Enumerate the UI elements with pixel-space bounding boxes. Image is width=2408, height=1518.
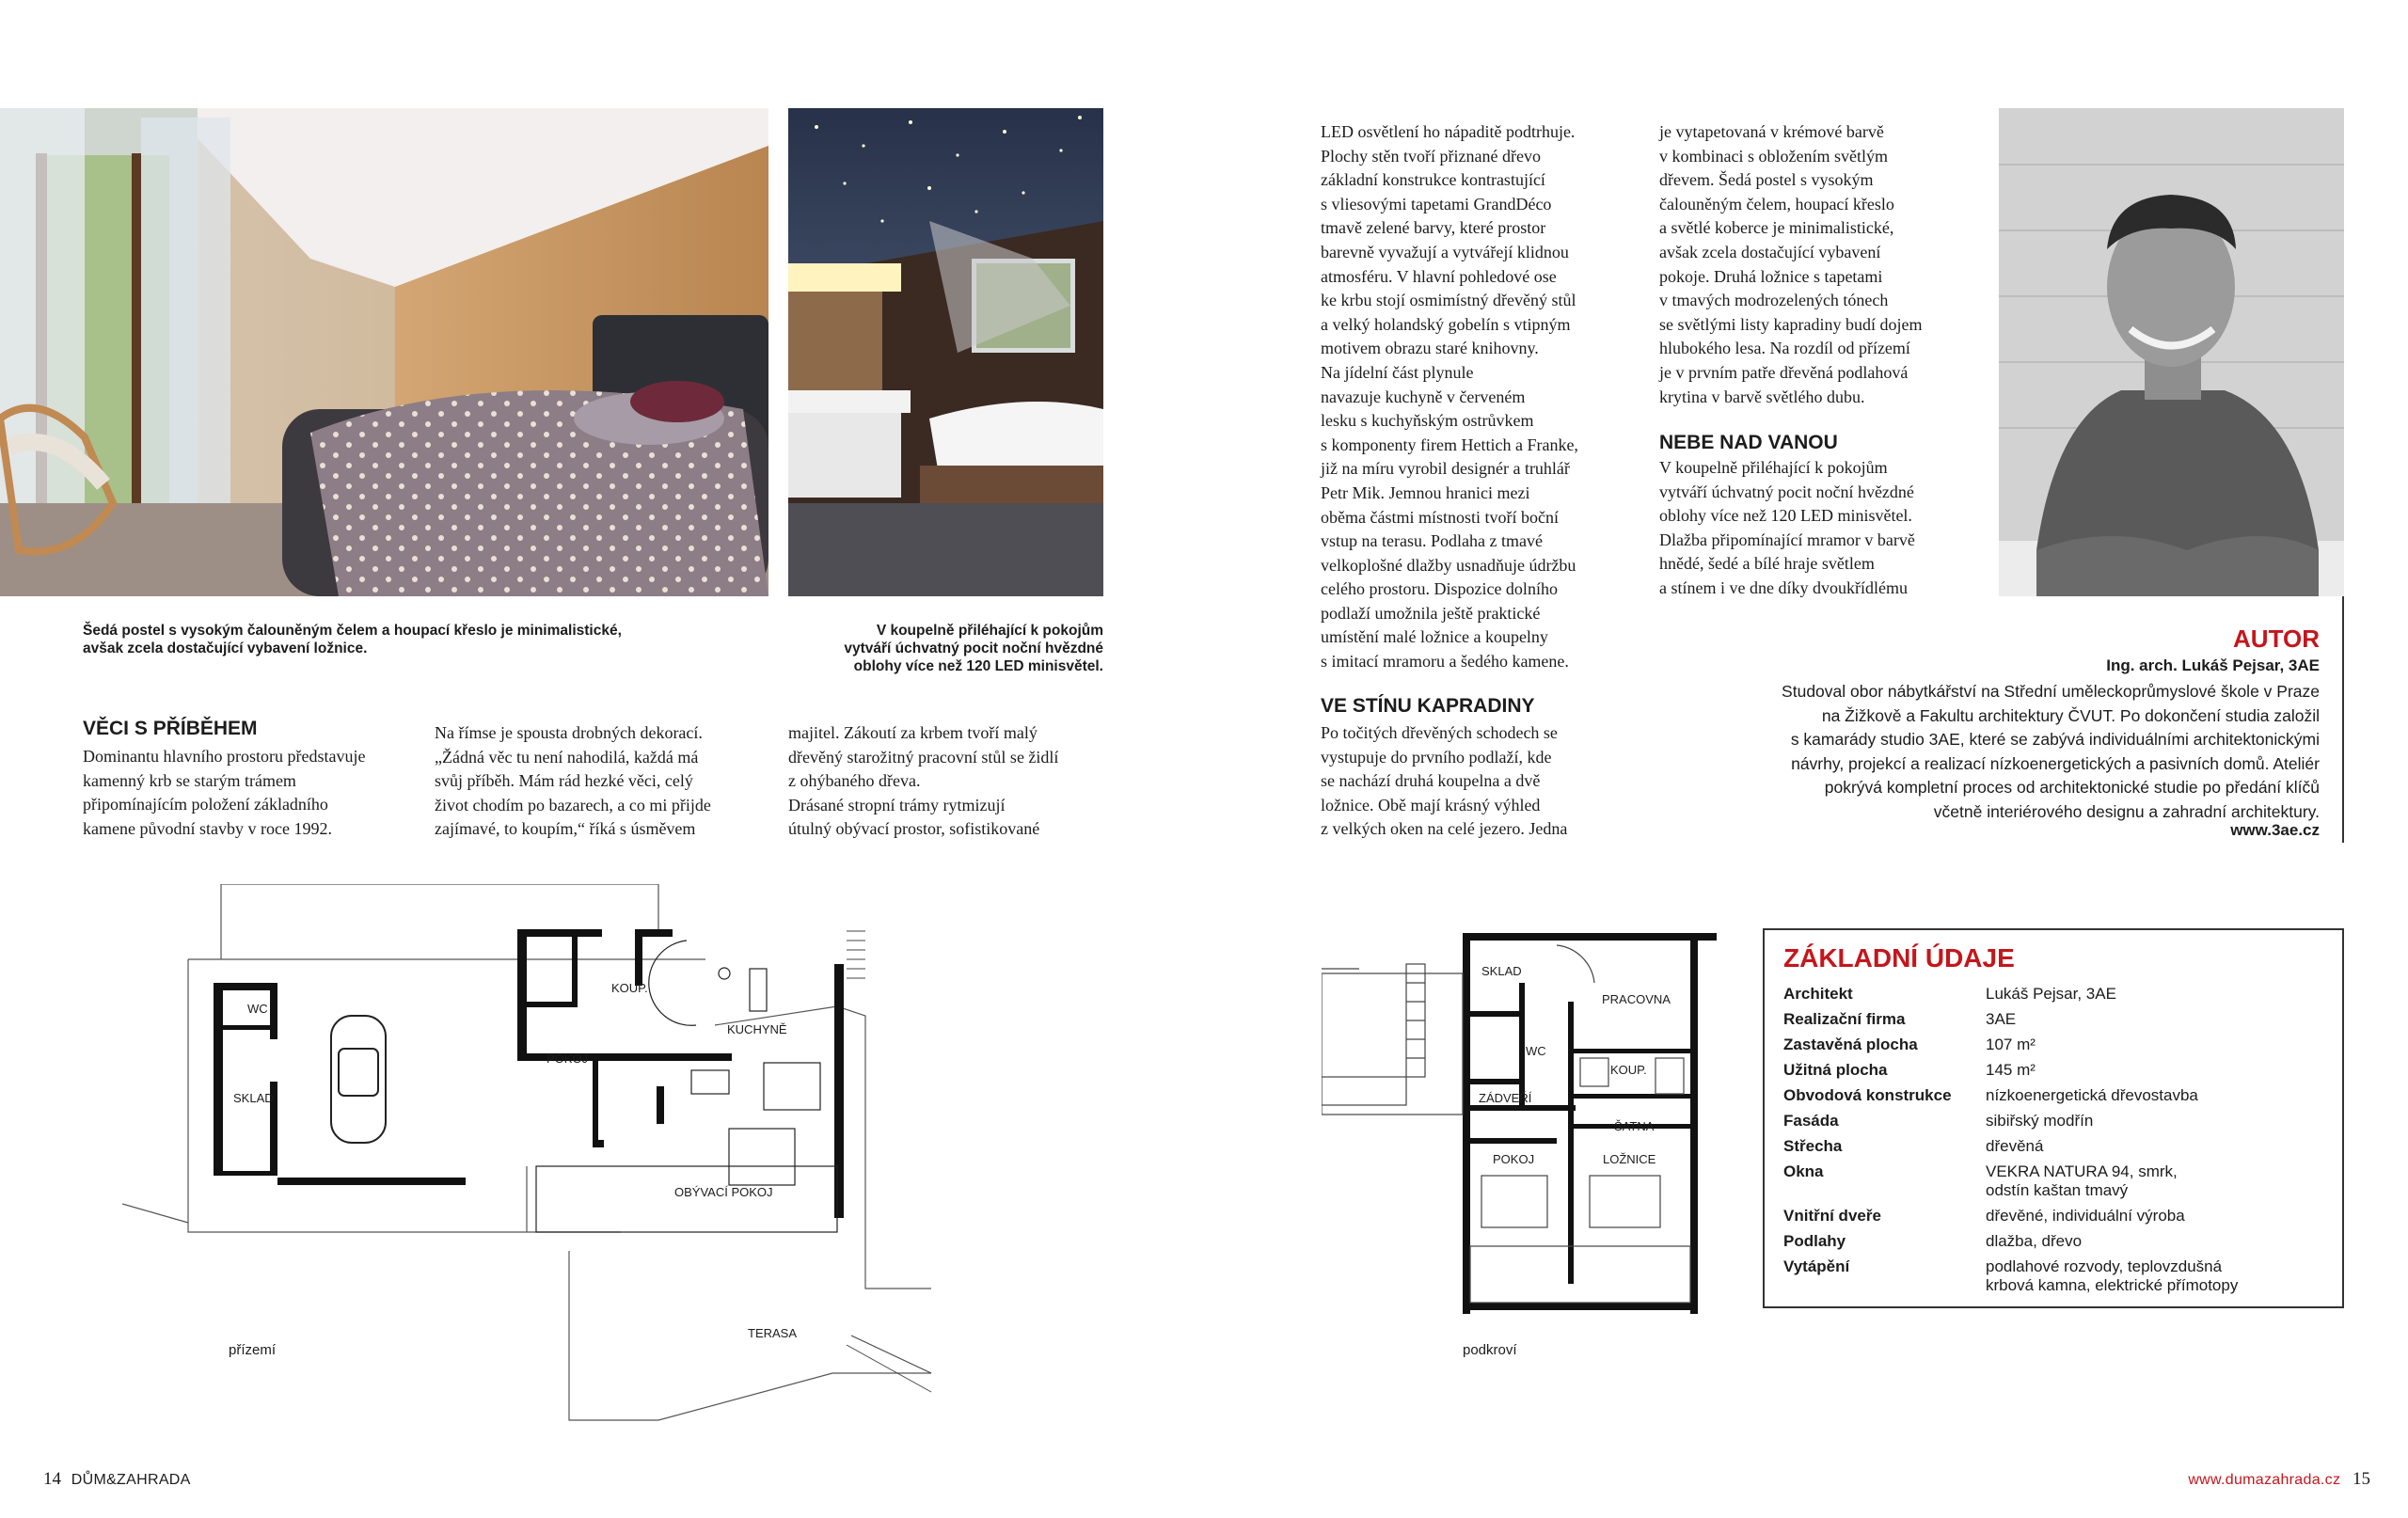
- magazine-brand: DŮM&ZAHRADA: [71, 1472, 191, 1488]
- autor-name: Ing. arch. Lukáš Pejsar, 3AE: [2106, 656, 2320, 674]
- basic-info-box: ZÁKLADNÍ ÚDAJE Architekt Lukáš Pejsar, 3AE Realizační firma 3AE Zastavěná plocha 107 m² Užitná plocha 145 m² Obvodová konstrukce nízkoenergetická dřevostavba Fasáda sibiřský modřín Střecha dřevěná Okna VEKRA NATURA 94, smrk, odstín kaštan tmavý Vnitřní dveře dřevěné, individuální výroba Podlahy dlažba, dřevo Vytápění podlahové rozvody, teplovzdušná krbová kamna, elektrické přímotopy: [1763, 928, 2344, 1308]
- room-pracovna: PRACOVNA: [1602, 992, 1671, 1006]
- room-sklad-attic: SKLAD: [1481, 964, 1522, 978]
- room-sklad-ground: SKLAD: [233, 1091, 274, 1105]
- author-portrait: [1999, 108, 2344, 596]
- autor-web-link[interactable]: www.3ae.cz: [2230, 821, 2320, 839]
- plan-label-prizemi: přízemí: [229, 1342, 277, 1358]
- caption-bedroom: Šedá postel s vysokým čalouněným čelem a houpací křeslo je minimalistické, avšak zcela dostačující vybavení ložnice.: [83, 623, 622, 656]
- right-column-1: LED osvětlení ho nápaditě podtrhuje. Plochy stěn tvoří přiznané dřevo základní konstrukce kontrastující s vliesovými tapetami GrandDéco tmavě zelené barvy, které prostor barevně vyvažují a vytvářejí klidnou atmosféru. V hlavní pohledové ose ke krbu stojí osmimístný dřevěný stůl a velký holandský gobelín s vtipným motivem obrazu staré knihovny. Na jídelní část plynule navazuje kuchyně v červeném lesku s kuchyňským ostrůvkem s komponenty firem Hettich a Franke, již na míru vyrobil designér a truhlář Petr Mik. Jemnou hranici mezi oběma částmi místnosti tvoří boční vstup na terasu. Podlaha z tmavé velkoplošné dlažby usnadňuje údržbu celého prostoru. Dispozice dolního podlaží umožnila ještě praktické umístění malé ložnice a koupelny s imitací mramoru a šedého kamene.: [1321, 122, 1578, 672]
- autor-bio: Studoval obor nábytkářství na Střední uměleckoprůmyslové škole v Praze na Žižkově a Fakultu architektury ČVUT. Po dokončení studia založil s kamarády studio 3AE, které se zabývá individuálními architektonickými návrhy, projekcí a realizací nízkoenergetických a pasivních domů. Ateliér pokrývá kompletní proces od architektonické studie po předání klíčů včetně interiérového designu a zahradní architektury.: [1782, 682, 2320, 821]
- room-terasa: TERASA: [748, 1326, 798, 1340]
- autor-title: AUTOR: [2233, 625, 2320, 653]
- room-zadveri: ZÁDVEŘÍ: [1479, 1091, 1532, 1105]
- room-koup-ground: KOUP.: [611, 981, 648, 995]
- left-column-1: Dominantu hlavního prostoru představuje kamenný krb se starým trámem připomínajícím položení základního kamene původní stavby v roce 1992.: [83, 747, 366, 838]
- right-column-2b: V koupelně přiléhající k pokojům vytváří úchvatný pocit noční hvězdné oblohy více než 120 LED minisvětel. Dlažba připomínající mramor v barvě hnědé, šedé a bílé hraje světlem a stínem i ve dne díky dvoukřídlému: [1659, 458, 1915, 597]
- room-kuchyne: KUCHYNĚ: [727, 1022, 787, 1036]
- room-loznice: LOŽNICE: [1603, 1152, 1656, 1166]
- room-pokoj-attic: POKOJ: [1493, 1152, 1535, 1166]
- floor-plan-attic: [1322, 926, 1717, 1321]
- room-pokoj-ground: POKOJ: [547, 1052, 589, 1066]
- bathroom-photo: [788, 108, 1103, 596]
- magazine-web-link[interactable]: www.dumazahrada.cz: [2188, 1472, 2341, 1488]
- page-number-right: 15: [2353, 1469, 2370, 1489]
- room-satna: ŠATNA: [1614, 1119, 1655, 1133]
- right-column-2: je vytapetovaná v krémové barvě v kombinaci s obložením světlým dřevem. Šedá postel s vysokým čalouněným čelem, houpací křeslo a světlé koberce je minimalistické, avšak zcela dostačující vybavení pokoje. Druhá ložnice s tapetami v tmavých modrozelených tónech se světlými listy kapradiny budí dojem hlubokého lesa. Na rozdíl od přízemí je v prvním patře dřevěná podlahová krytina v barvě světlého dubu.: [1659, 122, 1923, 406]
- heading-ve-stinu-kapradiny: VE STÍNU KAPRADINY: [1321, 695, 1535, 717]
- folio-left: [43, 1469, 191, 1490]
- room-wc-ground: WC: [247, 1002, 268, 1016]
- room-wc-attic: WC: [1526, 1044, 1546, 1058]
- left-column-3: majitel. Zákoutí za krbem tvoří malý dřevěný starožitný pracovní stůl se židlí z ohýbaného dřeva. Drásané stropní trámy rytmizují útulný obývací prostor, sofistikované: [788, 723, 1059, 839]
- left-column-2: Na římse je spousta drobných dekorací. „Žádná věc tu není nahodilá, každá má svůj příběh. Mám rád hezké věci, celý život chodím po bazarech, a co mi přijde zajímavé, to koupím,“ říká s úsměvem: [435, 723, 711, 839]
- bedroom-photo: [0, 108, 768, 596]
- room-obyvaci-pokoj: OBÝVACÍ POKOJ: [674, 1185, 773, 1199]
- right-column-1b: Po točitých dřevěných schodech se vystupuje do prvního podlaží, kde se nachází druhá koupelna a dvě ložnice. Obě mají krásný výhled z velkých oken na celé jezero. Jedna: [1321, 723, 1568, 839]
- info-title: ZÁKLADNÍ ÚDAJE: [1783, 943, 2015, 972]
- author-divider: [2342, 596, 2344, 843]
- plan-label-podkrovi: podkroví: [1463, 1342, 1517, 1358]
- heading-nebe-nad-vanou: NEBE NAD VANOU: [1659, 432, 1838, 453]
- heading-veci-s-pribehem: VĚCI S PŘÍBĚHEM: [83, 718, 258, 739]
- folio-right: [2188, 1469, 2370, 1490]
- floor-plan-ground: [122, 884, 1072, 1448]
- caption-bathroom: V koupelně přiléhající k pokojům vytváří úchvatný pocit noční hvězdné oblohy více než 120 LED minisvětel.: [844, 623, 1103, 674]
- page-number-left: 14: [43, 1469, 61, 1489]
- room-koup-attic: KOUP.: [1610, 1063, 1647, 1077]
